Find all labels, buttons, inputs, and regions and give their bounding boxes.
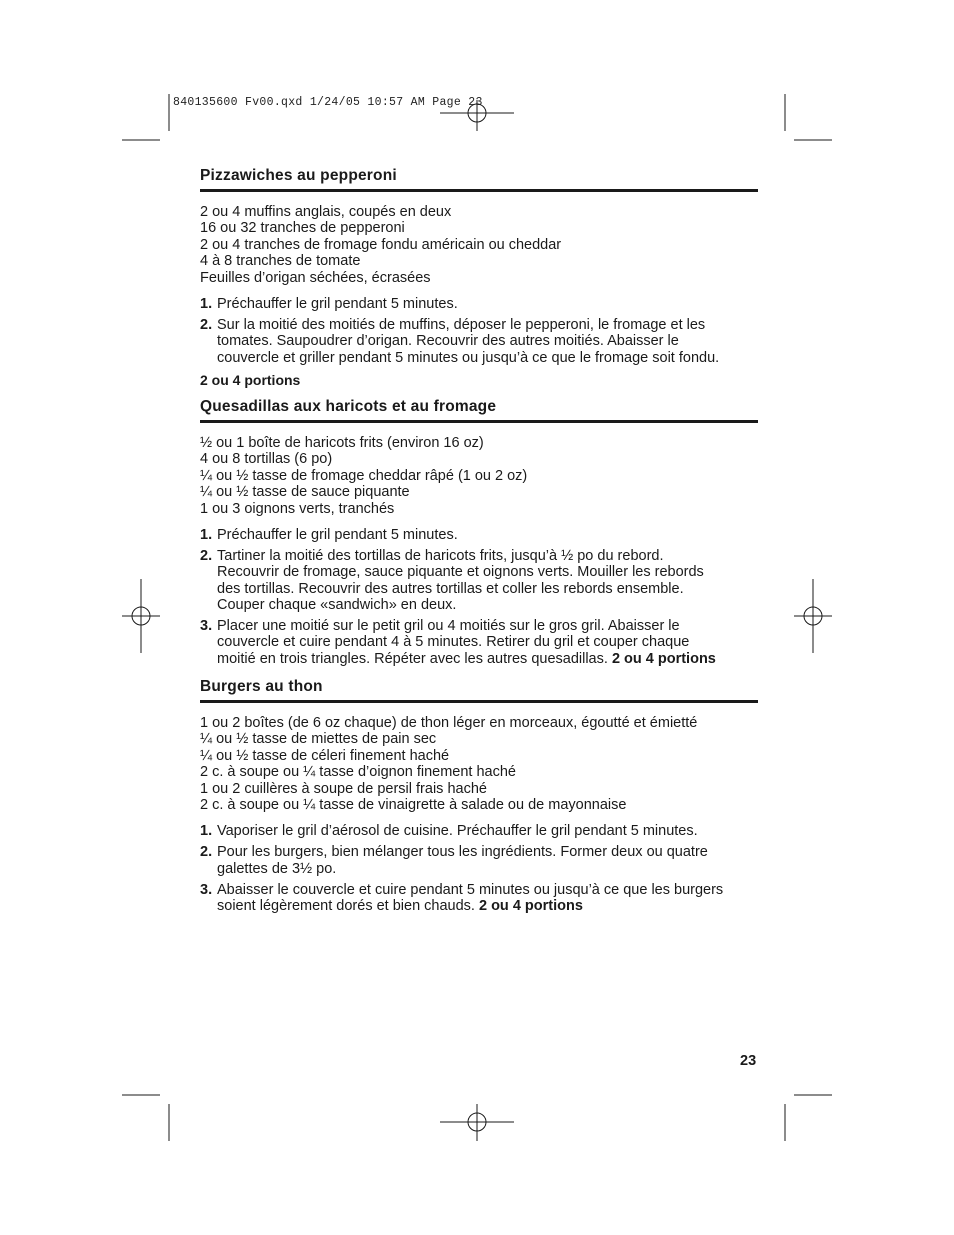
step-line: galettes de 3½ po. (217, 860, 337, 877)
recipe-yield: 2 ou 4 portions (200, 372, 301, 389)
ingredient-item: 2 c. à soupe ou ¼ tasse de vinaigrette à salade ou de mayonnaise (200, 797, 627, 814)
ingredient-item: 2 ou 4 tranches de fromage fondu américain ou cheddar (200, 236, 562, 253)
ingredient-list (200, 435, 758, 517)
ingredient-item: ½ ou 1 boîte de haricots frits (environ 16 oz) (200, 435, 484, 451)
ingredient-item: 2 c. à soupe ou ¼ tasse d’oignon finement haché (200, 764, 516, 781)
step-list (200, 823, 758, 914)
ingredient-item: 1 ou 2 cuillères à soupe de persil frais haché (200, 780, 487, 797)
ingredient-item: 16 ou 32 tranches de pepperoni (200, 220, 405, 237)
step-number: 1. (200, 296, 213, 313)
ingredient-item: 1 ou 2 boîtes (de 6 oz chaque) de thon léger en morceaux, égoutté et émietté (200, 715, 698, 731)
step-list (200, 527, 758, 667)
step-line: couvercle et cuire pendant 4 à 5 minutes. Retirer du gril et couper chaque (217, 634, 690, 651)
step-item (200, 527, 758, 543)
ingredient-item: 2 ou 4 muffins anglais, coupés en deux (200, 204, 452, 220)
step-item (200, 844, 758, 877)
page-number: 23 (740, 1053, 757, 1069)
ingredient-item: 4 ou 8 tortillas (6 po) (200, 451, 333, 468)
step-number: 2. (200, 547, 213, 564)
print-slug: 840135600 Fv00.qxd 1/24/05 10:57 AM Page 23 (173, 96, 483, 109)
step-line: Couper chaque «sandwich» en deux. (217, 597, 457, 614)
ingredient-item: ¼ ou ½ tasse de sauce piquante (200, 484, 410, 501)
recipe-burgers-thon (200, 678, 758, 919)
ingredient-item: Feuilles d’origan séchées, écrasées (200, 269, 431, 286)
step-line: Vaporiser le gril d’aérosol de cuisine. Préchauffer le gril pendant 5 minutes. (217, 823, 698, 840)
step-item (200, 317, 758, 366)
recipe-title: Burgers au thon (200, 678, 758, 703)
ingredient-list (200, 715, 758, 813)
ingredient-item: ¼ ou ½ tasse de fromage cheddar râpé (1 ou 2 oz) (200, 467, 528, 484)
recipe-yield: 2 ou 4 portions (611, 650, 716, 667)
step-line: des tortillas. Recouvrir des autres tortillas et coller les rebords ensemble. (217, 580, 684, 597)
recipe-title: Pizzawiches au pepperoni (200, 167, 758, 192)
step-line: Recouvrir de fromage, sauce piquante et oignons verts. Mouiller les rebords (217, 564, 704, 581)
step-line: Abaisser le couvercle et cuire pendant 5 minutes ou jusqu’à ce que les burgers (217, 881, 724, 898)
step-item (200, 548, 758, 614)
step-line: Préchauffer le gril pendant 5 minutes. (217, 296, 458, 313)
ingredient-item: ¼ ou ½ tasse de miettes de pain sec (200, 731, 437, 748)
step-item (200, 296, 758, 312)
step-line: Placer une moitié sur le petit gril ou 4 moitiés sur le gros gril. Abaisser le (217, 618, 680, 635)
step-item (200, 618, 758, 667)
step-line: Préchauffer le gril pendant 5 minutes. (217, 527, 458, 544)
step-line: Pour les burgers, bien mélanger tous les ingrédients. Former deux ou quatre (217, 844, 708, 861)
step-line: Sur la moitié des moitiés de muffins, déposer le pepperoni, le fromage et les (217, 316, 706, 333)
step-line: couvercle et griller pendant 5 minutes ou jusqu’à ce que le fromage soit fondu. (217, 349, 720, 366)
step-line: Tartiner la moitié des tortillas de haricots frits, jusqu’à ½ po du rebord. (217, 547, 664, 564)
ingredient-item: 1 ou 3 oignons verts, tranchés (200, 500, 395, 517)
step-item (200, 882, 758, 915)
step-number: 3. (200, 618, 213, 635)
step-number: 3. (200, 881, 213, 898)
step-line: tomates. Saupoudrer d’origan. Recouvrir des autres moitiés. Abaisser le (217, 333, 679, 350)
recipe-title: Quesadillas aux haricots et au fromage (200, 398, 758, 423)
step-line: moitié en trois triangles. Répéter avec les autres quesadillas. (217, 650, 608, 667)
step-list (200, 296, 758, 366)
recipe-quesadillas (200, 398, 758, 672)
step-number: 2. (200, 316, 213, 333)
step-item (200, 823, 758, 839)
step-line: soient légèrement dorés et bien chauds. (217, 898, 475, 915)
ingredient-item: ¼ ou ½ tasse de céleri finement haché (200, 747, 450, 764)
recipe-yield: 2 ou 4 portions (478, 898, 583, 915)
step-number: 1. (200, 823, 213, 840)
step-number: 2. (200, 844, 213, 861)
ingredient-item: 4 à 8 tranches de tomate (200, 253, 361, 270)
ingredient-list (200, 204, 758, 286)
recipe-pizzawiches (200, 167, 758, 388)
step-number: 1. (200, 527, 213, 544)
